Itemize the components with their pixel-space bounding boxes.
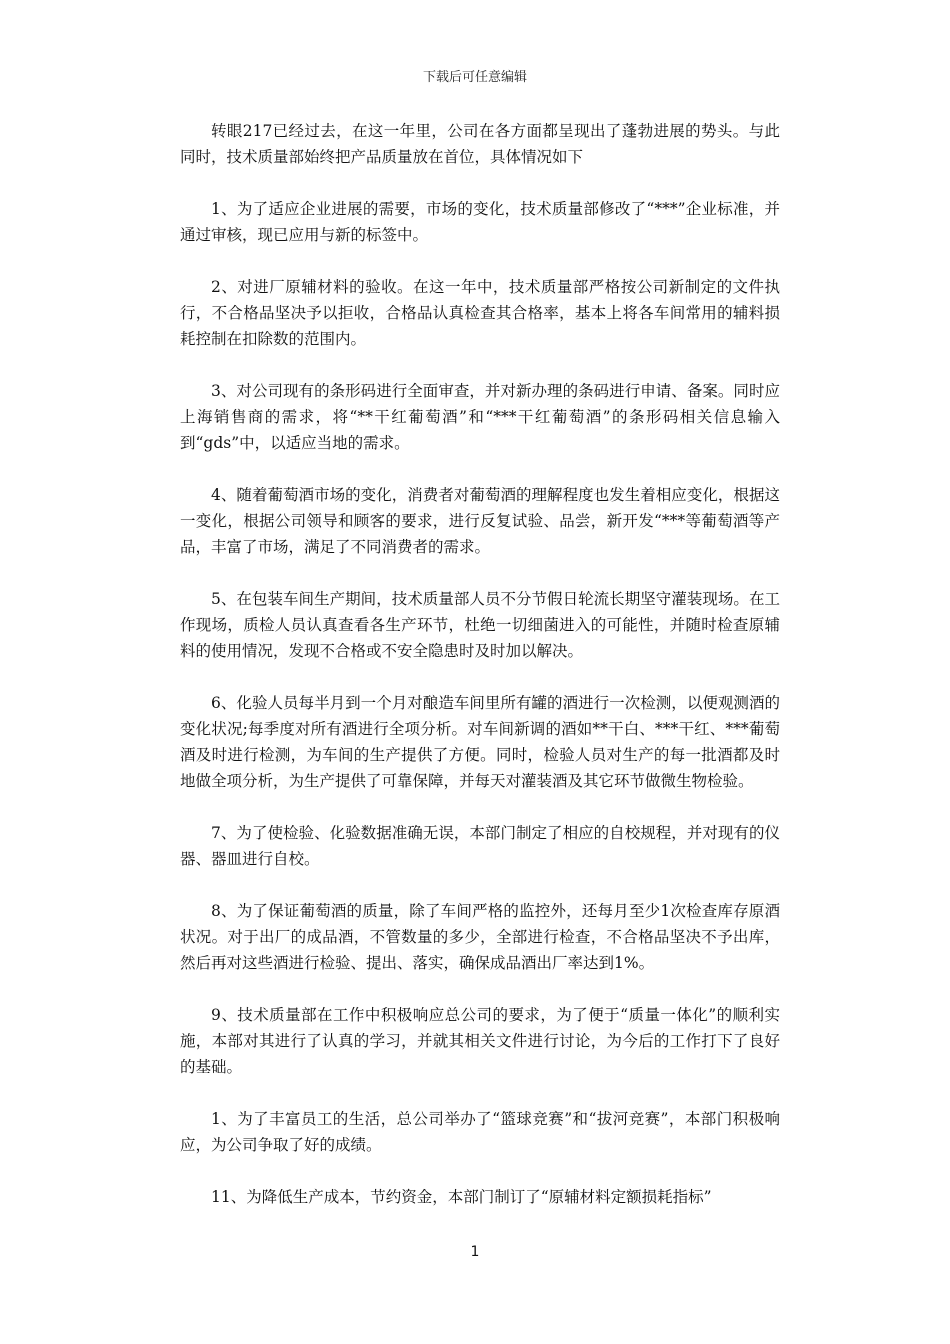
page-header: 下载后可任意编辑 — [422, 70, 527, 85]
paragraph-intro: 转眼217已经过去，在这一年里，公司在各方面都呈现出了蓬勃进展的势头。与此同时，技术质量部始终把产品质量放在首位，具体情况如下 — [180, 122, 780, 166]
page-number: 1 — [470, 1244, 480, 1260]
paragraph-item-1: 1、为了适应企业进展的需要，市场的变化，技术质量部修改了“***”企业标准，并通过审核，现已应用与新的标签中。 — [180, 200, 780, 244]
paragraph-item-6: 6、化验人员每半月到一个月对酿造车间里所有罐的酒进行一次检测，以便观测酒的变化状况;每季度对所有酒进行全项分析。对车间新调的酒如**干白、***干红、***葡萄酒及时进行检测，为车间的生产提供了方便。同时，检验人员对生产的每一批酒都及时地做全项分析，为生产提供了可靠保障，并每天对灌装酒及其它环节做微生物检验。 — [180, 694, 780, 790]
paragraph-item-10: 1、为了丰富员工的生活，总公司举办了“篮球竞赛”和“拔河竞赛”，本部门积极响应，为公司争取了好的成绩。 — [180, 1110, 780, 1154]
paragraph-item-4: 4、随着葡萄酒市场的变化，消费者对葡萄酒的理解程度也发生着相应变化，根据这一变化，根据公司领导和顾客的要求，进行反复试验、品尝，新开发“***等葡萄酒等产品，丰富了市场，满足了不同消费者的需求。 — [180, 486, 780, 556]
paragraph-item-9: 9、技术质量部在工作中积极响应总公司的要求，为了便于“质量一体化”的顺利实施，本部对其进行了认真的学习，并就其相关文件进行讨论，为今后的工作打下了良好的基础。 — [180, 1006, 780, 1076]
document-body — [180, 118, 780, 1236]
paragraph-item-11: 11、为降低生产成本，节约资金，本部门制订了“原辅材料定额损耗指标” — [211, 1188, 712, 1206]
paragraph-item-2: 2、对进厂原辅材料的验收。在这一年中，技术质量部严格按公司新制定的文件执行，不合格品坚决予以拒收，合格品认真检查其合格率，基本上将各车间常用的辅料损耗控制在扣除数的范围内。 — [180, 278, 780, 348]
paragraph-item-3: 3、对公司现有的条形码进行全面审查，并对新办理的条码进行申请、备案。同时应上海销售商的需求，将“**干红葡萄酒”和“***干红葡萄酒”的条形码相关信息输入到“gds”中，以适应当地的需求。 — [180, 382, 780, 452]
paragraph-item-7: 7、为了使检验、化验数据准确无误，本部门制定了相应的自校规程，并对现有的仪器、器皿进行自校。 — [180, 824, 780, 868]
paragraph-item-5: 5、在包装车间生产期间，技术质量部人员不分节假日轮流长期坚守灌装现场。在工作现场，质检人员认真查看各生产环节，杜绝一切细菌进入的可能性，并随时检查原辅料的使用情况，发现不合格或不安全隐患时及时加以解决。 — [180, 590, 780, 660]
paragraph-item-8: 8、为了保证葡萄酒的质量，除了车间严格的监控外，还每月至少1次检查库存原酒状况。对于出厂的成品酒，不管数量的多少，全部进行检查，不合格品坚决不予出库，然后再对这些酒进行检验、提出、落实，确保成品酒出厂率达到1%。 — [180, 902, 780, 972]
